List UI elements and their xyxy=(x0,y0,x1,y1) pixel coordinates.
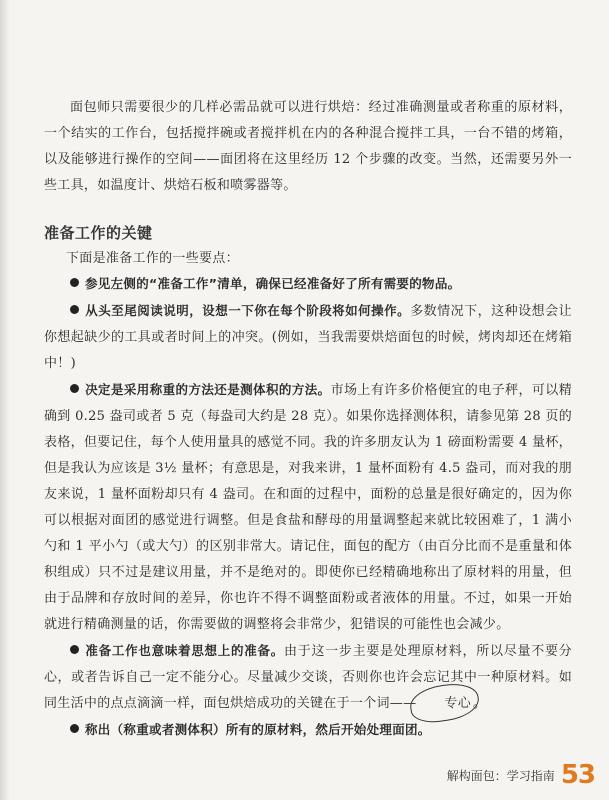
bullet-body: 由于这一步主要是处理原材料，所以尽量不要分心，或者告诉自己一定不能分心。尽量减少交谈，否则你也许会忘记其中一种原材料。如同生活中的点点滴滴一样，面包烘焙成功的关键在于一个词—— xyxy=(44,644,572,711)
handwritten-circled-word: 专心 xyxy=(416,691,473,717)
bullet-item-5 xyxy=(44,717,572,744)
section-heading: 准备工作的关键 xyxy=(44,224,153,242)
bullet-body: 市场上有许多价格便宜的电子秤，可以精确到 0.25 盎司或者 5 克（每盎司大约是 28 克）。如果你选择测体积，请参见第 28 页的表格，但要记住，每个人使用量具的感觉不同。我的许多朋友认为 1 磅面粉需要 4 量杯，但是我认为应该是 3½ 量杯；有意思是，对我来讲，1 量杯面粉有 4.5 盎司，而对我的朋友来说，1 量杯面粉却只有 4 盎司。在和面的过程中，面粉的总量是很好确定的，因为你可以根据对面团的感觉进行调整。但是食盐和酵母的用量调整起来就比较困难了，1 满小勺和 1 平小勺（或大勺）的区别非常大。请记住，面包的配方（由百分比而不是重量和体积组成）只不过是建议用量，并不是绝对的。即使你已经精确地称出了原材料的用量，但由于品牌和存放时间的差异，你也许不得不调整面粉或者液体的用量。不过，如果一开始就进行精确测量的话，你需要做的调整将会非常少，犯错误的可能性也会减少。 xyxy=(44,383,572,632)
bullet-dot-icon xyxy=(70,645,79,654)
bullet-dot-icon xyxy=(70,724,79,733)
bullet-lead: 决定是采用称重的方法还是测体积的方法。 xyxy=(85,382,331,397)
bullet-dot-icon xyxy=(70,384,79,393)
page-content xyxy=(44,95,572,744)
bullet-item-3 xyxy=(44,377,572,638)
page-gutter-shadow xyxy=(0,0,10,800)
bullet-lead: 称出（称重或者测体积）所有的原材料，然后开始处理面团。 xyxy=(85,722,431,737)
bullet-dot-icon xyxy=(70,278,79,287)
bullet-item-1 xyxy=(44,271,572,298)
page-footer xyxy=(447,760,595,790)
bullet-lead: 参见左侧的“准备工作”清单，确保已经准备好了所有需要的物品。 xyxy=(85,276,461,291)
bullet-item-2 xyxy=(44,298,572,377)
bullet-body: 多数情况下，这种设想会让你想起缺少的工具或者时间上的冲突。(例如，当我需要烘焙面包的时候，烤肉却还在烤箱中！) xyxy=(44,304,572,371)
bullet-lead: 从头至尾阅读说明，设想一下你在每个阶段将如何操作。 xyxy=(85,303,411,318)
footer-book-title: 解构面包：学习指南 xyxy=(446,768,555,783)
bullet-dot-icon xyxy=(70,305,79,314)
page-number: 53 xyxy=(560,760,595,790)
section-intro: 下面是准备工作的一些要点： xyxy=(66,251,239,266)
intro-paragraph: 面包师只需要很少的几样必需品就可以进行烘焙：经过准确测量或者称重的原材料，一个结实的工作台，包括搅拌碗或者搅拌机在内的各种混合搅拌工具，一台不错的烤箱，以及能够进行操作的空间——面团将在这里经历 12 个步骤的改变。当然，还需要另外一些工具，如温度计、烘焙石板和喷雾器等。 xyxy=(44,100,572,193)
bullet-item-4: 准备工作也意味着思想上的准备。由于这一步主要是处理原材料，所以尽量不要分心，或者告诉自己一定不能分心。尽量减少交谈，否则你也许会忘记其中一种原材料。如同生活中的点点滴滴一样，面包烘焙成功的关键在于一个词—— 专心 。 xyxy=(44,638,572,717)
bullet-lead: 准备工作也意味着思想上的准备。 xyxy=(85,643,284,658)
